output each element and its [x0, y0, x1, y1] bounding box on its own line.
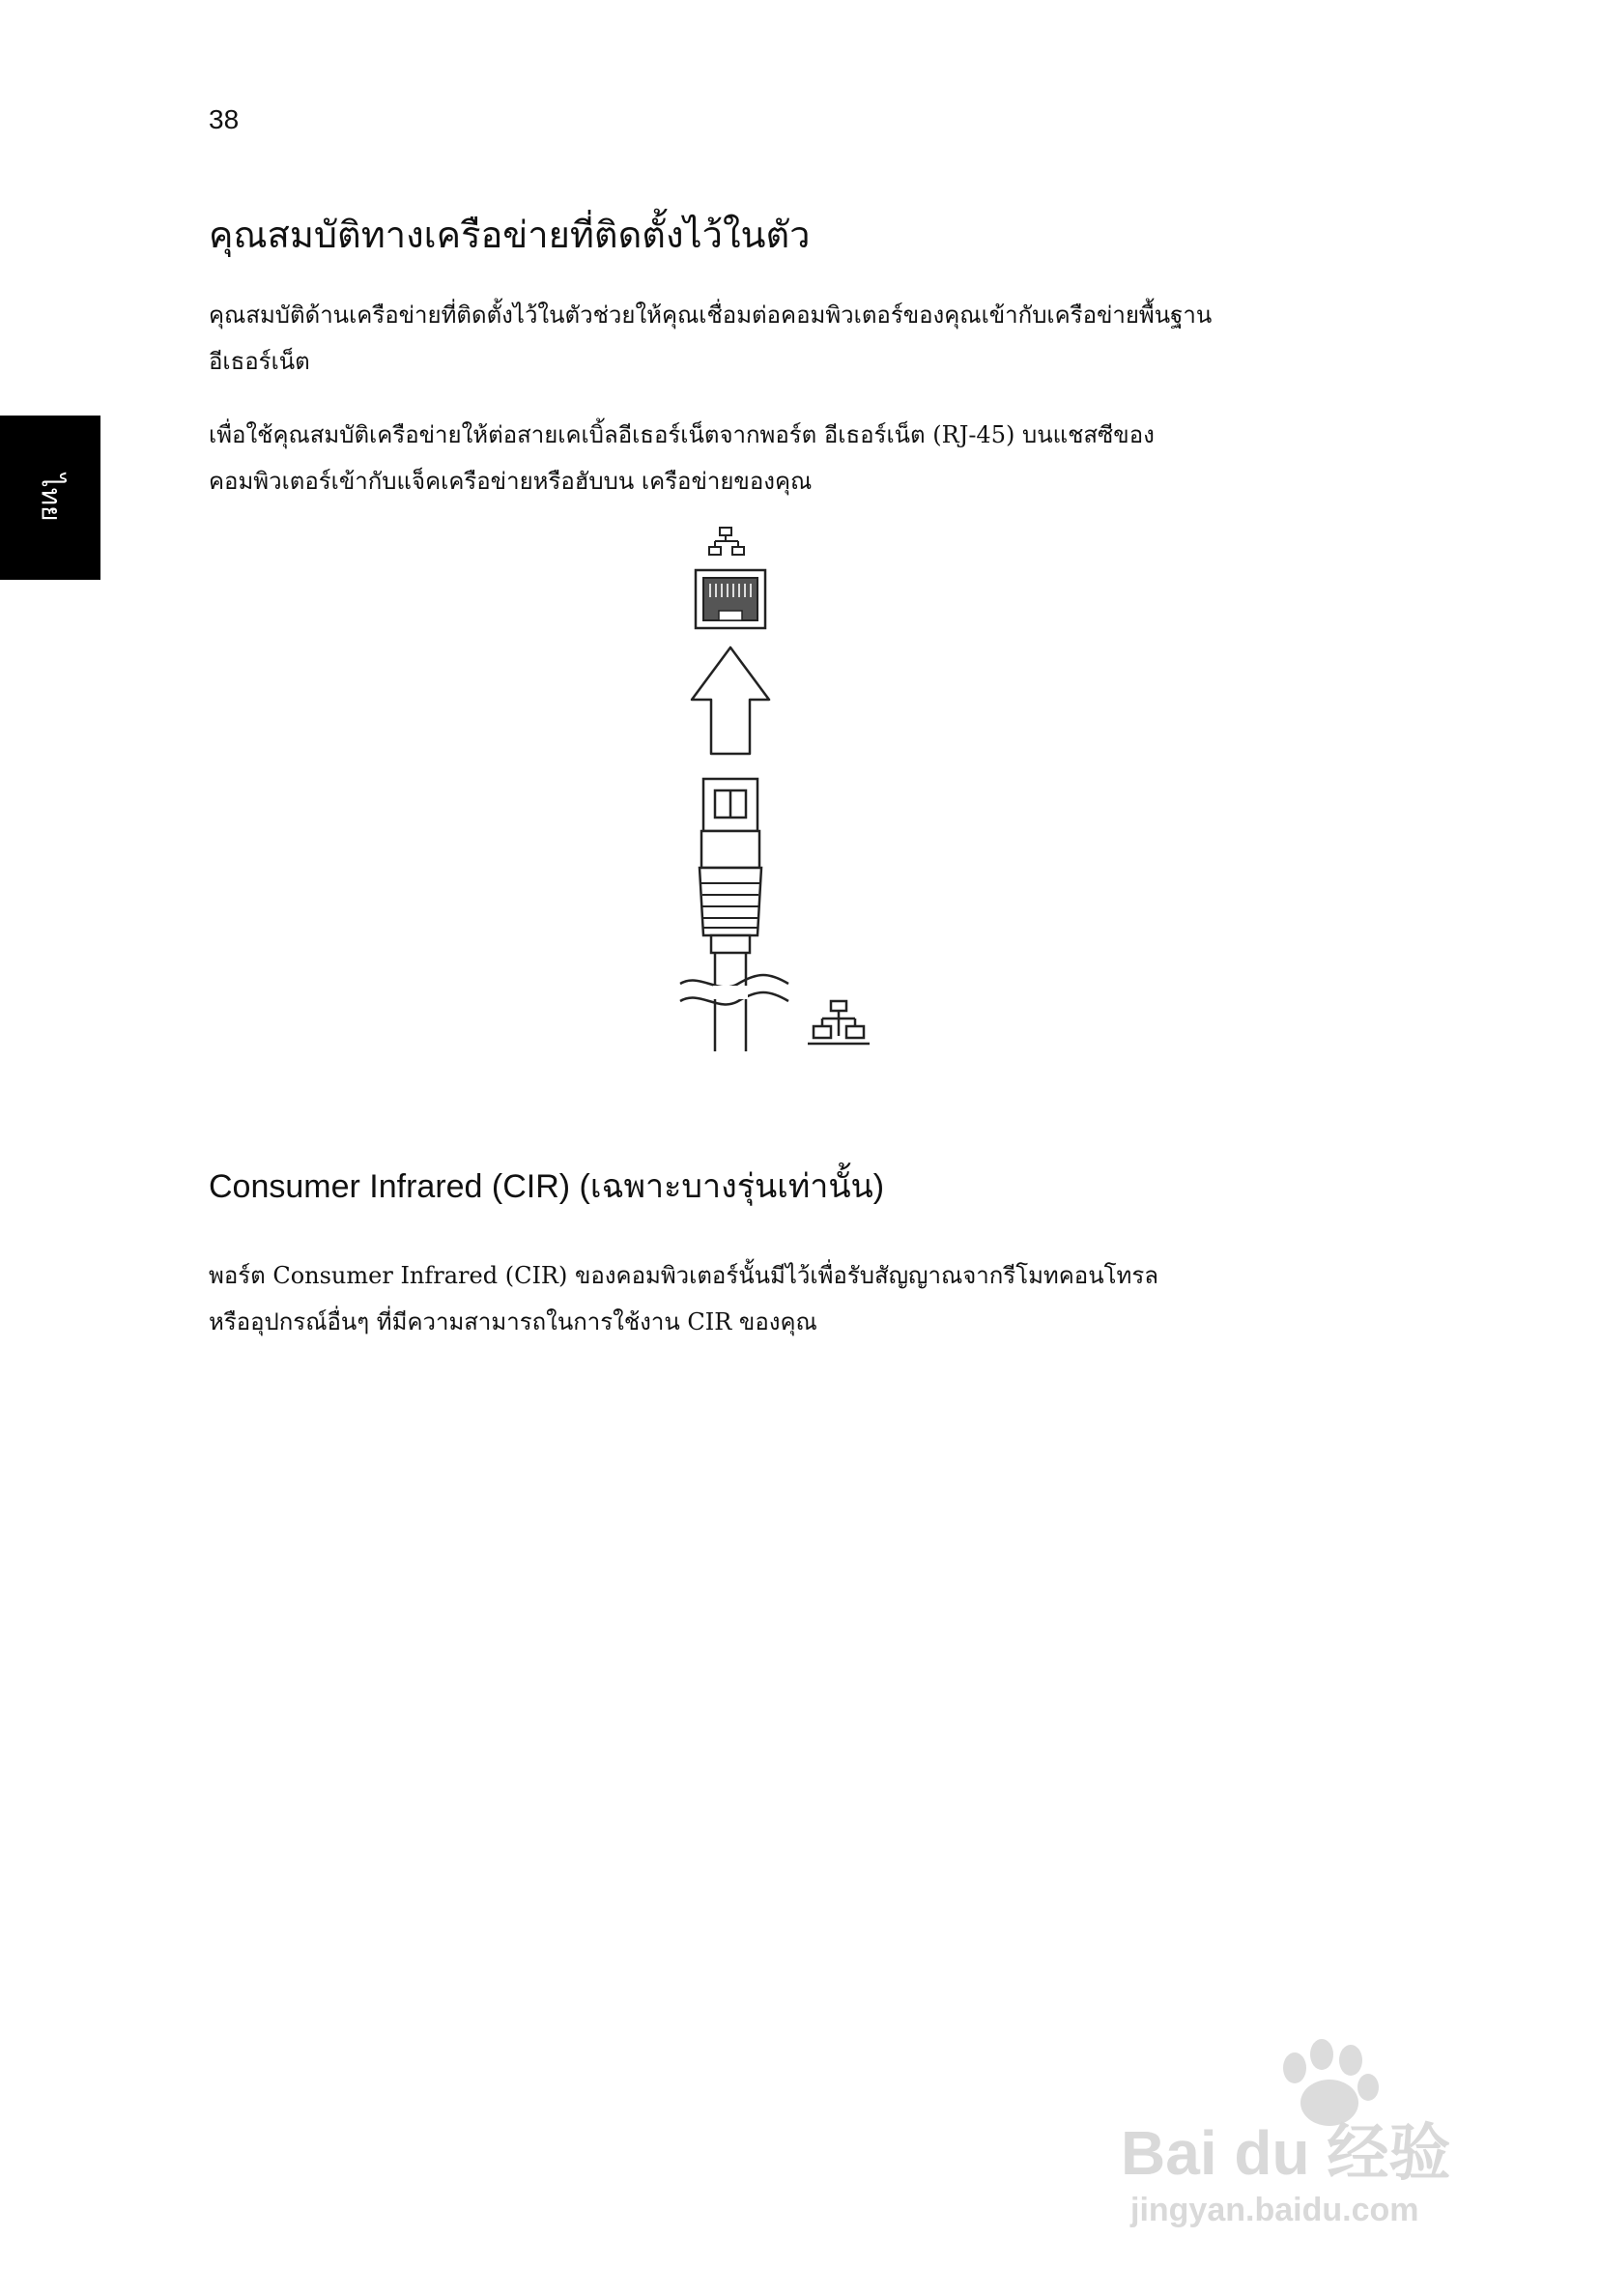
ethernet-connection-diagram [657, 510, 908, 1061]
watermark-brand: Bai du 经验 [1121, 2118, 1451, 2188]
paragraph-line: พอร์ต Consumer Infrared (CIR) ของคอมพิวเตอร์นั้นมีไว้เพื่อรับสัญญาณจากรีโมทคอนโทรล [209, 1262, 1158, 1289]
baidu-watermark [1111, 2020, 1517, 2232]
cir-paragraph [209, 1252, 1310, 1345]
network-usage-paragraph [209, 412, 1310, 504]
paragraph-line: คุณสมบัติด้านเครือข่ายที่ติดตั้งไว้ในตัวช่วยให้คุณเชื่อมต่อคอมพิวเตอร์ของคุณเข้ากับเครือข่ายพื้นฐาน [209, 301, 1213, 329]
up-arrow-icon [692, 647, 769, 754]
page-number: 38 [209, 104, 240, 134]
language-tab-label: ไทย [34, 474, 67, 522]
paragraph-line: หรืออุปกรณ์อื่นๆ ที่มีความสามารถในการใช้งาน CIR ของคุณ [209, 1308, 817, 1335]
language-tab [0, 416, 100, 580]
network-icon-bottom [808, 1001, 870, 1044]
paragraph-line: คอมพิวเตอร์เข้ากับแจ็คเครือข่ายหรือฮับบน เครือข่ายของคุณ [209, 468, 813, 495]
ethernet-cable [680, 953, 788, 1051]
watermark-url: jingyan.baidu.com [1130, 2192, 1419, 2228]
paw-icon [1283, 2039, 1379, 2126]
ethernet-plug-icon [700, 779, 761, 953]
network-icon-top [709, 528, 744, 555]
paragraph-line: เพื่อใช้คุณสมบัติเครือข่ายให้ต่อสายเคเบิ้ลอีเธอร์เน็ตจากพอร์ต อีเธอร์เน็ต (RJ-45) บนแชสซีของ [209, 421, 1155, 448]
section-title-network: คุณสมบัติทางเครือข่ายที่ติดตั้งไว้ในตัว [209, 214, 811, 256]
paragraph-line: อีเธอร์เน็ต [209, 348, 310, 375]
section-title-cir: Consumer Infrared (CIR) (เฉพาะบางรุ่นเท่านั้น) [209, 1168, 885, 1205]
network-intro-paragraph [209, 292, 1310, 385]
ethernet-port-icon [696, 570, 765, 628]
